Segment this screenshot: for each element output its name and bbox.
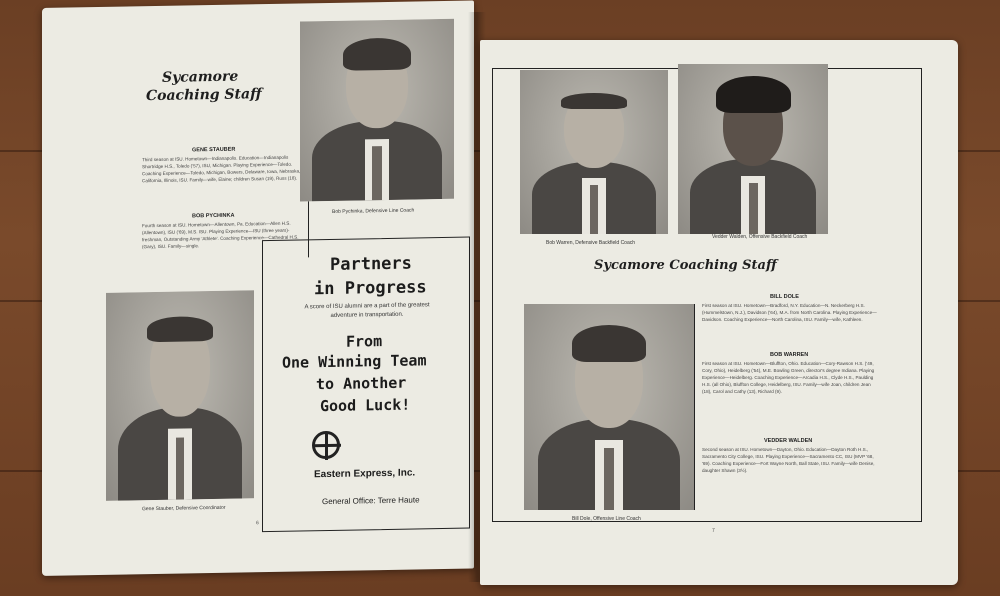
caption-walden: Vedder Walden, Offensive Backfield Coach [712,234,808,240]
caption-warren: Bob Warren, Defensive Backfield Coach [546,240,636,246]
right-page [480,40,958,585]
bio-text-pychinka: Fourth season at ISU. Hometown—Allentown, Pa. Education—Allen H.S. (Allentown), ISU ('69), M.S. ISU. Playing Experience—ISU (three years)-freshman, Outstanding Army 'Athlete'. Coaching Experience—Cathedral H.S. (Gary), ISU. Family—single. [142,220,299,250]
left-page [42,0,474,576]
left-title-line2: Coaching Staff [146,86,262,105]
ad-headline-2: in Progress [314,277,427,300]
photo-warren [520,70,668,234]
bio-name-stauber: GENE STAUBER [192,146,236,154]
photo-pychinka [300,19,454,202]
bio-name-dole: BILL DOLE [770,294,799,300]
page-number-left: 6 [256,520,259,527]
ad-subtext: A score of ISU alumni are a part of the greatest adventure in transportation. [304,302,430,319]
bio-name-pychinka: BOB PYCHINKA [192,212,235,220]
photo-stauber [106,290,254,501]
ad-line-2: One Winning Team [282,351,427,372]
photo-dole [524,304,694,510]
bio-text-walden: Second season at ISU. Hometown—Dayton, Ohio. Education—Dayton Roth H.S., Sacramento City College, ISU. Playing Experience—Sacramento CC, ISU (MVP '68, '69). Coaching Experience—Fort Wayne North, Ball State, ISU. Family—wife Denise, daughter Shawn (3½). [702,447,875,473]
right-bio-divider [694,304,695,510]
ad-office: General Office: Terre Haute [322,495,420,507]
ad-headline-1: Partners [330,253,412,275]
caption-stauber: Gene Stauber, Defensive Coordinator [142,504,226,513]
left-title-line1: Sycamore [162,68,239,86]
bio-text-warren: First season at ISU. Hometown—Bluffton, Ohio. Education—Cory-Rawson H.S. ('49, Cory, Ohio), Heidelberg ('54), M.E. Bowling Green, director's degree Indiana. Playing Experience—Heidelberg. Coaching Experience—Arcadia H.S., Clyde H.S., Paulding H.S. (all Ohio), Bluffton College, Heidelberg, ISU. Family—wife Joan, children Jean (18), Carol and Cathy (13), Richard (9). [702,361,875,394]
bio-name-warren: BOB WARREN [770,352,809,358]
right-title: Sycamore Coaching Staff [594,258,777,273]
bio-name-walden: VEDDER WALDEN [764,438,813,444]
bio-text-stauber: Third season at ISU. Hometown—Indianapolis. Education—Indianapolis Shortridge H.S., Toledo ('57), ISU, Michigan. Playing Experience—Toledo. Coaching Experience—Toledo, Michigan, Bowers, Delaware, Iowa, Nebraska, California, Illinois, ISU. Family—wife, Elaine; children Susan (19), Russ (18). [142,154,301,184]
caption-pychinka: Bob Pychinka, Defensive Line Coach [332,207,415,215]
page-number-right: 7 [712,528,715,534]
bio-text-dole: First season at ISU. Hometown—Bradford, N.Y. Education—N. Neckerberg H.S. (Hummelstown, N.J.), Davidson ('64), M.A. from North Carolina. Playing Experience—Davidson. Coaching Experience—North Carolina, ISU. Family—wife, Kathleen. [702,303,877,322]
ad-line-3: to Another [316,373,407,394]
ad-line-1: From [346,332,383,351]
photo-walden [678,64,828,234]
ad-line-4: Good Luck! [320,395,411,416]
ad-company: Eastern Express, Inc. [314,467,416,481]
caption-dole: Bill Dole, Offensive Line Coach [572,516,641,522]
